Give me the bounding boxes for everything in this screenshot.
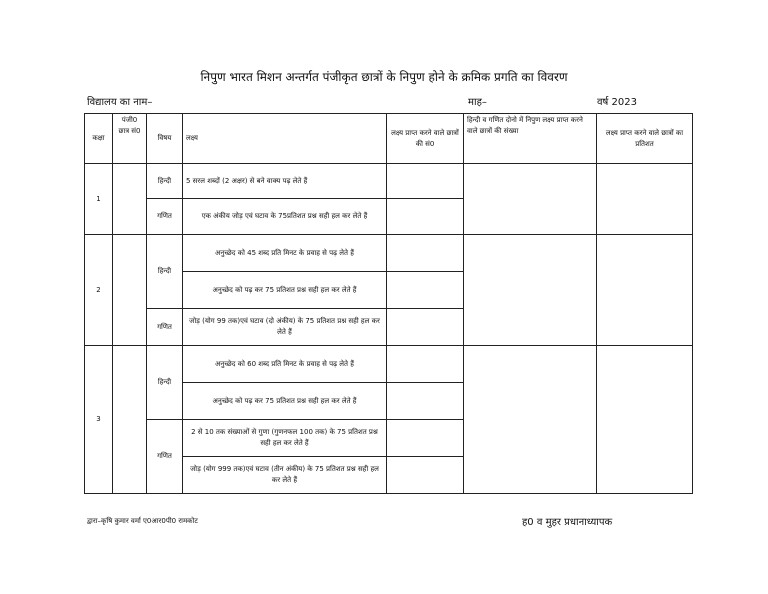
class-3-percent-cell[interactable]	[597, 346, 693, 494]
month-label: माह–	[468, 97, 487, 108]
class-1-goal-math: एक अंकीय जोड़ एवं घटाव के 75प्रतिशत प्रश्न सही हल कर लेते हैं	[183, 199, 387, 235]
col-achieved-percent: लक्ष्य प्राप्त करने वाले छात्रों का प्रतिशत	[597, 114, 693, 164]
class-2-goal-hindi-1: अनुच्छेद को 45 शब्द प्रति मिनट के प्रवाह से पढ़ लेते हैं	[183, 235, 387, 272]
class-1-goal-hindi: 5 सरल शब्दों (2 अक्षर) से बने वाक्य पढ़ लेते हैं	[183, 164, 387, 199]
class-2-both-cell[interactable]	[464, 235, 597, 346]
class-2-percent-cell[interactable]	[597, 235, 693, 346]
page-title: निपुण भारत मिशन अन्तर्गत पंजीकृत छात्रों के निपुण होने के क्रमिक प्रगति का विवरण	[200, 70, 568, 84]
class-2-hindi-1-achieved-cell[interactable]	[387, 235, 464, 272]
table-row	[85, 164, 693, 199]
footer-signature: ह0 व मुहर प्रधानाध्यापक	[522, 517, 613, 528]
class-2-enrolled-cell[interactable]	[113, 235, 147, 346]
col-subject: विषय	[147, 114, 183, 164]
footer-prepared-by: द्वारा–कृषि कुमार वर्मा ए0आर0पी0 रामकोट	[87, 517, 198, 525]
class-1-enrolled-cell[interactable]	[113, 164, 147, 235]
class-3-math-2-achieved-cell[interactable]	[387, 457, 464, 494]
class-2-goal-math: जोड़ (योग 99 तक)एवं घटाव (दो अंकीय) के 75 प्रतिशत प्रश्न सही हल कर लेते हैं	[183, 309, 387, 346]
school-name-label: विद्यालय का नाम–	[87, 97, 153, 108]
class-3-goal-hindi-2: अनुच्छेद को पढ़ कर 75 प्रतिशत प्रश्न सही हल कर लेते हैं	[183, 383, 387, 420]
col-both-subjects-count: हिन्दी व गणित दोनो में निपुण लक्ष्य प्राप्त करने वाले छात्रों की संख्या	[464, 114, 597, 164]
class-3-subject-hindi: हिन्दी	[147, 346, 183, 420]
class-3-math-1-achieved-cell[interactable]	[387, 420, 464, 457]
class-3-goal-hindi-1: अनुच्छेद को 60 शब्द प्रति मिनट के प्रवाह से पढ़ लेते हैं	[183, 346, 387, 383]
class-3-both-cell[interactable]	[464, 346, 597, 494]
col-class: कक्षा	[85, 114, 113, 164]
class-1-subject-math: गणित	[147, 199, 183, 235]
class-1-hindi-achieved-cell[interactable]	[387, 164, 464, 199]
class-3-goal-math-2: जोड़ (योग 999 तक)एवं घटाव (तीन अंकीय) के 75 प्रतिशत प्रश्न सही हल कर लेते हैं	[183, 457, 387, 494]
progress-table	[84, 113, 693, 494]
col-achieved-count: लक्ष्य प्राप्त करने वाले छात्रों की सं0	[387, 114, 464, 164]
class-1-label: 1	[85, 164, 113, 235]
table-header-row	[85, 114, 693, 164]
class-2-math-achieved-cell[interactable]	[387, 309, 464, 346]
class-2-subject-math: गणित	[147, 309, 183, 346]
class-1-math-achieved-cell[interactable]	[387, 199, 464, 235]
class-3-enrolled-cell[interactable]	[113, 346, 147, 494]
table-row	[85, 346, 693, 383]
class-3-hindi-1-achieved-cell[interactable]	[387, 346, 464, 383]
class-1-both-cell[interactable]	[464, 164, 597, 235]
class-2-label: 2	[85, 235, 113, 346]
class-3-subject-math: गणित	[147, 420, 183, 494]
class-2-subject-hindi: हिन्दी	[147, 235, 183, 309]
year-label: वर्ष 2023	[597, 97, 637, 108]
class-3-hindi-2-achieved-cell[interactable]	[387, 383, 464, 420]
class-1-percent-cell[interactable]	[597, 164, 693, 235]
class-1-subject-hindi: हिन्दी	[147, 164, 183, 199]
class-2-hindi-2-achieved-cell[interactable]	[387, 272, 464, 309]
col-enrolled-students: पंजी0 छात्र सं0	[113, 114, 147, 164]
table-row	[85, 235, 693, 272]
class-3-goal-math-1: 2 से 10 तक संख्याओं से गुणा (गुणनफल 100 तक) के 75 प्रतिशत प्रश्न सही हल कर लेते हैं	[183, 420, 387, 457]
col-goal: लक्ष्य	[183, 114, 387, 164]
class-3-label: 3	[85, 346, 113, 494]
class-2-goal-hindi-2: अनुच्छेद को पढ़ कर 75 प्रतिशत प्रश्न सही हल कर लेते हैं	[183, 272, 387, 309]
